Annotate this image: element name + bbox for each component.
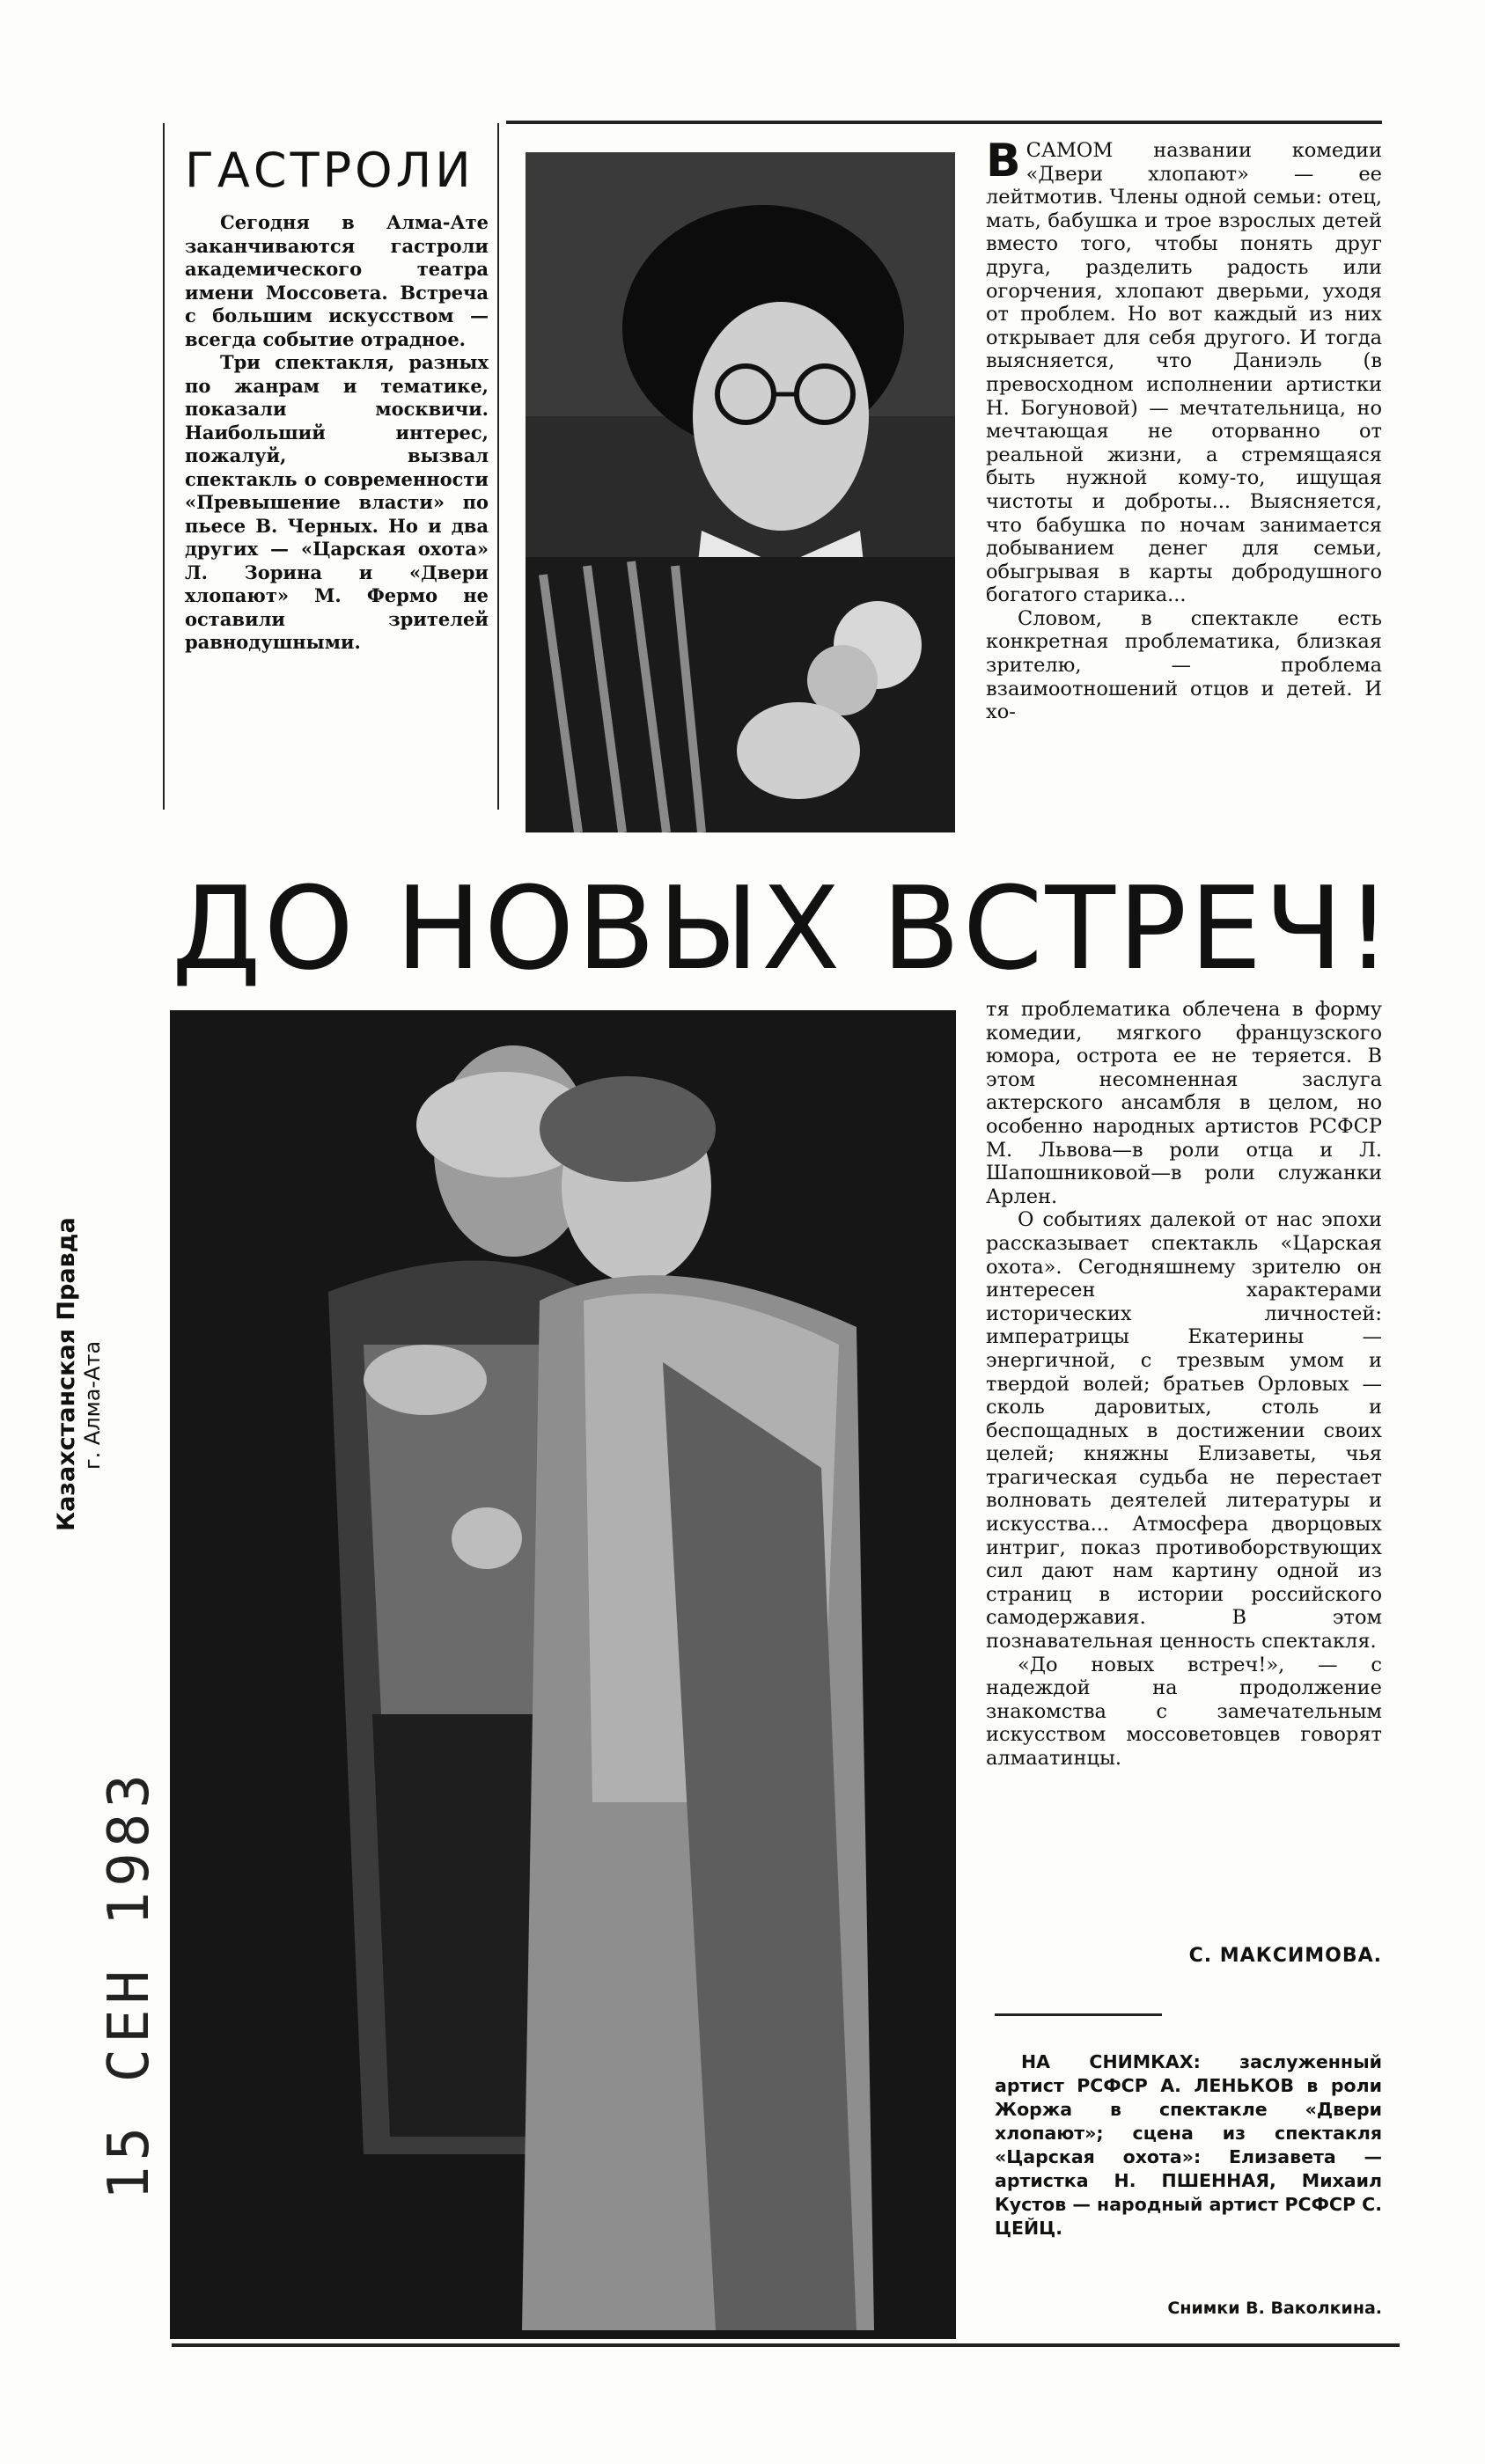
article-paragraph-4: «До новых встреч!», — с надеждой на продолжение знакомства с замечательным искусством моссоветовцев говорят алмаатинцы.	[986, 1653, 1382, 1770]
article-paragraph-3: О событиях далекой от нас эпохи рассказывает спектакль «Царская охота». Сегодняшнему зрителю он интересен характерами исторических личностей: императрицы Екатерины — энергичной, с трезвым умом и твердой волей; братьев Орловых — сколь даровитых, столь и беспощадных в достижении своих целей; княжны Елизаветы, чья трагическая судьба не перестает волновать деятелей литературы и искусства... Атмосфера дворцовых интриг, показ противоборствующих сил дают нам картину одной из страниц в истории российского самодержавия. В этом познавательная ценность спектакля.	[986, 1208, 1382, 1654]
top-rule	[506, 121, 1382, 124]
article-paragraph-1: САМОМ названии комедии «Двери хлопают» — ее лейтмотив. Члены одной семьи: отец, мать, бабушка и трое взрослых детей вместо того, чтобы понять друг друга, разделить радость или огорчения, хлопают дверьми, уходя от проблем. Но вот каждый из них открывает для себя другого. И тогда выясняется, что Даниэль (в превосходном исполнении артистки Н. Богуновой) — мечтательница, но мечтающая не оторванно от реальной жизни, а стремящаяся быть нужной кому-то, ищущая чистоты и доброты... Выясняется, что бабушка по ночам занимается добыванием денег для семьи, обыгрывая в карты добродушного богатого старика...	[986, 139, 1382, 607]
author-signature: С. МАКСИМОВА.	[1188, 1945, 1382, 1967]
article-paragraph-2a: Словом, в спектакле есть конкретная проблематика, близкая зрителю, — проблема взаимоотношений отцов и детей. И хо-	[986, 606, 1382, 724]
article-column-2	[986, 998, 1382, 1771]
headline: ДО НОВЫХ ВСТРЕЧ!	[172, 862, 1394, 995]
photo-caption-text: НА СНИМКАХ: заслуженный артист РСФСР А. ЛЕНЬКОВ в роли Жоржа в спектакле «Двери хлопают»; сцена из спектакля «Царская охота»: Елизавета — артистка Н. ПШЕННАЯ, Михаил Кустов — народный артист РСФСР С. ЦЕЙЦ.	[995, 2051, 1382, 2239]
caption-separator	[995, 2013, 1162, 2016]
photo-actor-portrait-illustration	[526, 152, 955, 832]
photo-stage-scene-illustration	[170, 1010, 956, 2339]
date-stamp: 15 СЕН 1983	[97, 1769, 162, 2200]
photo-actor-portrait	[526, 152, 955, 832]
gastroli-paragraph-1: Сегодня в Алма-Ате заканчиваются гастроли академического театра имени Моссовета. Встреча с большим искусством — всегда событие отрадное.	[185, 211, 489, 350]
article-column-1	[986, 135, 1382, 724]
gastroli-heading: ГАСТРОЛИ	[185, 143, 474, 198]
photo-caption	[995, 2050, 1382, 2240]
gastroli-text	[185, 211, 489, 655]
bottom-rule	[172, 2343, 1400, 2347]
newspaper-city: г. Алма-Ата	[80, 1340, 105, 1470]
gastroli-paragraph-2: Три спектакля, разных по жанрам и тематике, показали москвичи. Наибольший интерес, пожалуй, вызвал спектакль о современности «Превышение власти» по пьесе В. Черных. Но и два других — «Царская охота» Л. Зорина и «Двери хлопают» М. Фермо не оставили зрителей равнодушными.	[185, 351, 489, 653]
article-paragraph-2b: тя проблематика облечена в форму комедии, мягкого французского юмора, острота ее не теряется. В этом несомненная заслуга актерского ансамбля в целом, но особенно народных артистов РСФСР М. Львова—в роли отца и Л. Шапошниковой—в роли служанки Арлен.	[986, 998, 1382, 1208]
newspaper-source	[53, 1217, 141, 1531]
photo-stage-scene	[170, 1010, 956, 2339]
newspaper-name: Казахстанская Правда	[53, 1217, 80, 1531]
photo-credit: Снимки В. Ваколкина.	[1167, 2299, 1382, 2318]
dropcap: В	[986, 135, 1021, 187]
